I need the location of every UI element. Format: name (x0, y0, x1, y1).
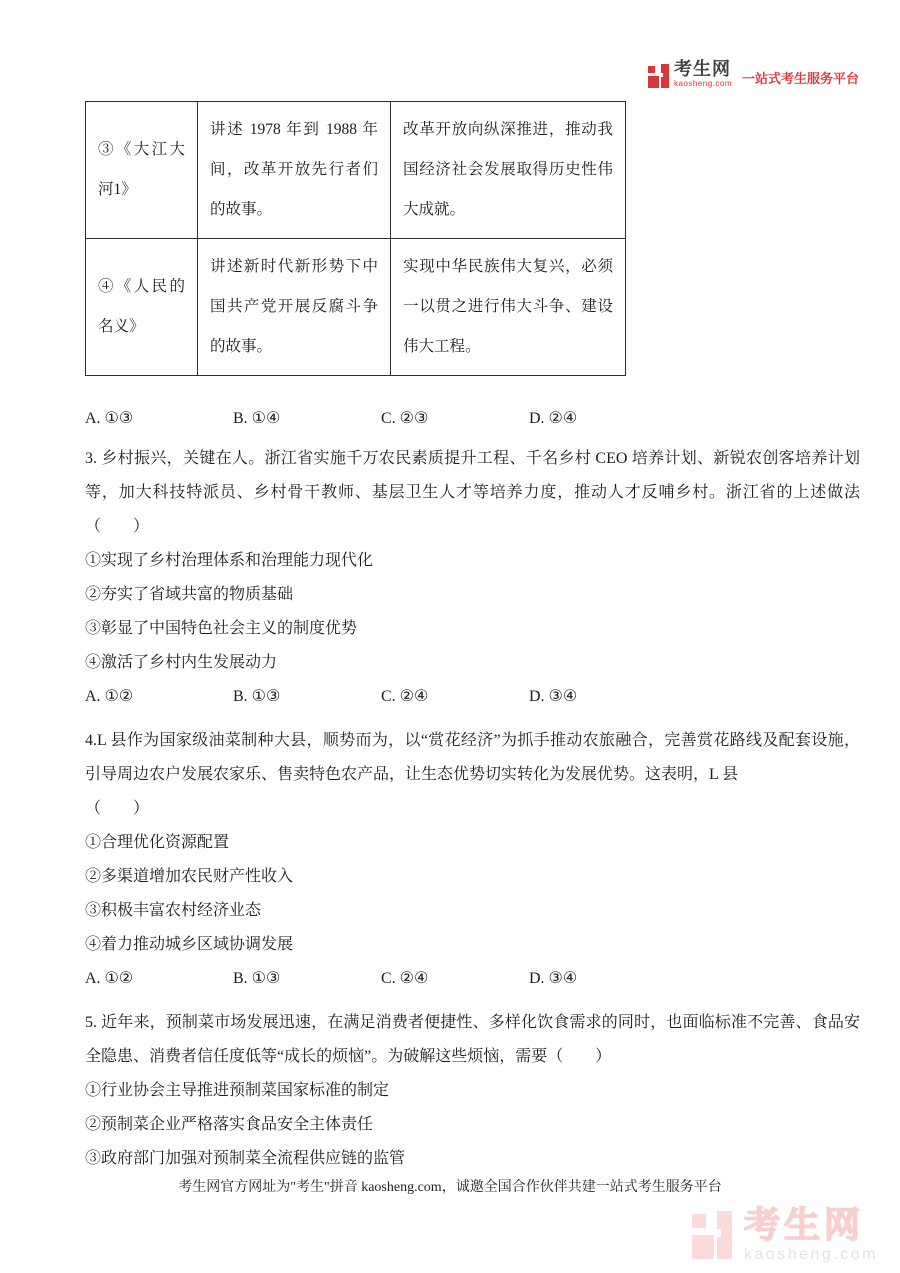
drama-synopsis-cell: 讲述新时代新形势下中国共产党开展反腐斗争的故事。 (198, 239, 391, 376)
question-answer-paren: （ ） (85, 800, 150, 817)
question-item: ①合理优化资源配置 (85, 834, 230, 851)
drama-comparison-table (85, 101, 626, 376)
question-item: ②夯实了省域共富的物质基础 (85, 586, 294, 603)
question-item: ④着力推动城乡区域协调发展 (85, 936, 294, 953)
question-4-options (85, 962, 860, 996)
question-item: ②预制菜企业严格落实食品安全主体责任 (85, 1116, 374, 1133)
question-item: ④激活了乡村内生发展动力 (85, 654, 278, 671)
option-b: B. ①③ (233, 688, 281, 705)
kaosheng-watermark (692, 1204, 878, 1263)
drama-synopsis-cell: 讲述 1978 年到 1988 年间，改革开放先行者们的故事。 (198, 102, 391, 239)
brand-tagline: 一站式考生服务平台 (742, 71, 860, 86)
brand-text (674, 60, 732, 88)
kaosheng-logo-icon (648, 64, 669, 88)
option-c: C. ②④ (381, 970, 429, 987)
question-item: ②多渠道增加农民财产性收入 (85, 868, 294, 885)
option-d: D. ③④ (529, 970, 578, 987)
watermark-text (743, 1204, 878, 1263)
brand-name: 考生网 (674, 59, 731, 79)
drama-significance-cell: 实现中华民族伟大复兴，必须一以贯之进行伟大斗争、建设伟大工程。 (391, 239, 626, 376)
question-4 (85, 724, 860, 996)
option-a: A. ①② (85, 688, 134, 705)
option-a: A. ①③ (85, 410, 134, 427)
question-stem: 5. 近年来，预制菜市场发展迅速，在满足消费者便捷性、多样化饮食需求的同时，也面临标准不完善、食品安全隐患、消费者信任度低等“成长的烦恼”。为破解这些烦恼，需要（ ） (85, 1014, 860, 1065)
exam-content (85, 101, 860, 1176)
question-item: ①实现了乡村治理体系和治理能力现代化 (85, 552, 374, 569)
option-d: D. ③④ (529, 688, 578, 705)
drama-significance-cell: 改革开放向纵深推进，推动我国经济社会发展取得历史性伟大成就。 (391, 102, 626, 239)
question-stem: 3. 乡村振兴，关键在人。浙江省实施千万农民素质提升工程、千名乡村 CEO 培养计划、新锐农创客培养计划等，加大科技特派员、乡村骨干教师、基层卫生人才等培养力度，推动人才反哺乡村。浙江省的上述做法（ ） (85, 450, 860, 535)
question-3-options (85, 680, 860, 714)
option-c: C. ②④ (381, 688, 429, 705)
watermark-brand-domain: kaosheng.com (743, 1246, 878, 1263)
question-item: ③政府部门加强对预制菜全流程供应链的监管 (85, 1150, 406, 1167)
question-item: ①行业协会主导推进预制菜国家标准的制定 (85, 1082, 390, 1099)
question-item: ③彰显了中国特色社会主义的制度优势 (85, 620, 358, 637)
brand-logo (648, 60, 859, 88)
brand-domain: kaosheng.com (674, 79, 733, 88)
watermark-brand-name: 考生网 (743, 1204, 864, 1245)
table-row (86, 239, 626, 376)
drama-name-cell: ④《人民的名义》 (86, 239, 198, 376)
option-d: D. ②④ (529, 410, 578, 427)
question-stem: 4.L 县作为国家级油菜制种大县，顺势而为，以“赏花经济”为抓手推动农旅融合，完善赏花路线及配套设施，引导周边农户发展农家乐、售卖特色农产品，让生态优势切实转化为发展优势。这表明，L 县 (85, 732, 860, 783)
question-item: ③积极丰富农村经济业态 (85, 902, 262, 919)
option-c: C. ②③ (381, 410, 429, 427)
option-b: B. ①③ (233, 970, 281, 987)
option-a: A. ①② (85, 970, 134, 987)
question-3 (85, 442, 860, 714)
question-2-options (85, 402, 860, 436)
footer-note: 考生网官方网址为"考生"拼音 kaosheng.com，诚邀全国合作伙伴共建一站式考生服务平台 (178, 1180, 722, 1195)
drama-name-cell: ③《大江大河1》 (86, 102, 198, 239)
option-b: B. ①④ (233, 410, 281, 427)
table-row (86, 102, 626, 239)
kaosheng-watermark-logo-icon (692, 1211, 732, 1259)
question-5 (85, 1006, 860, 1176)
